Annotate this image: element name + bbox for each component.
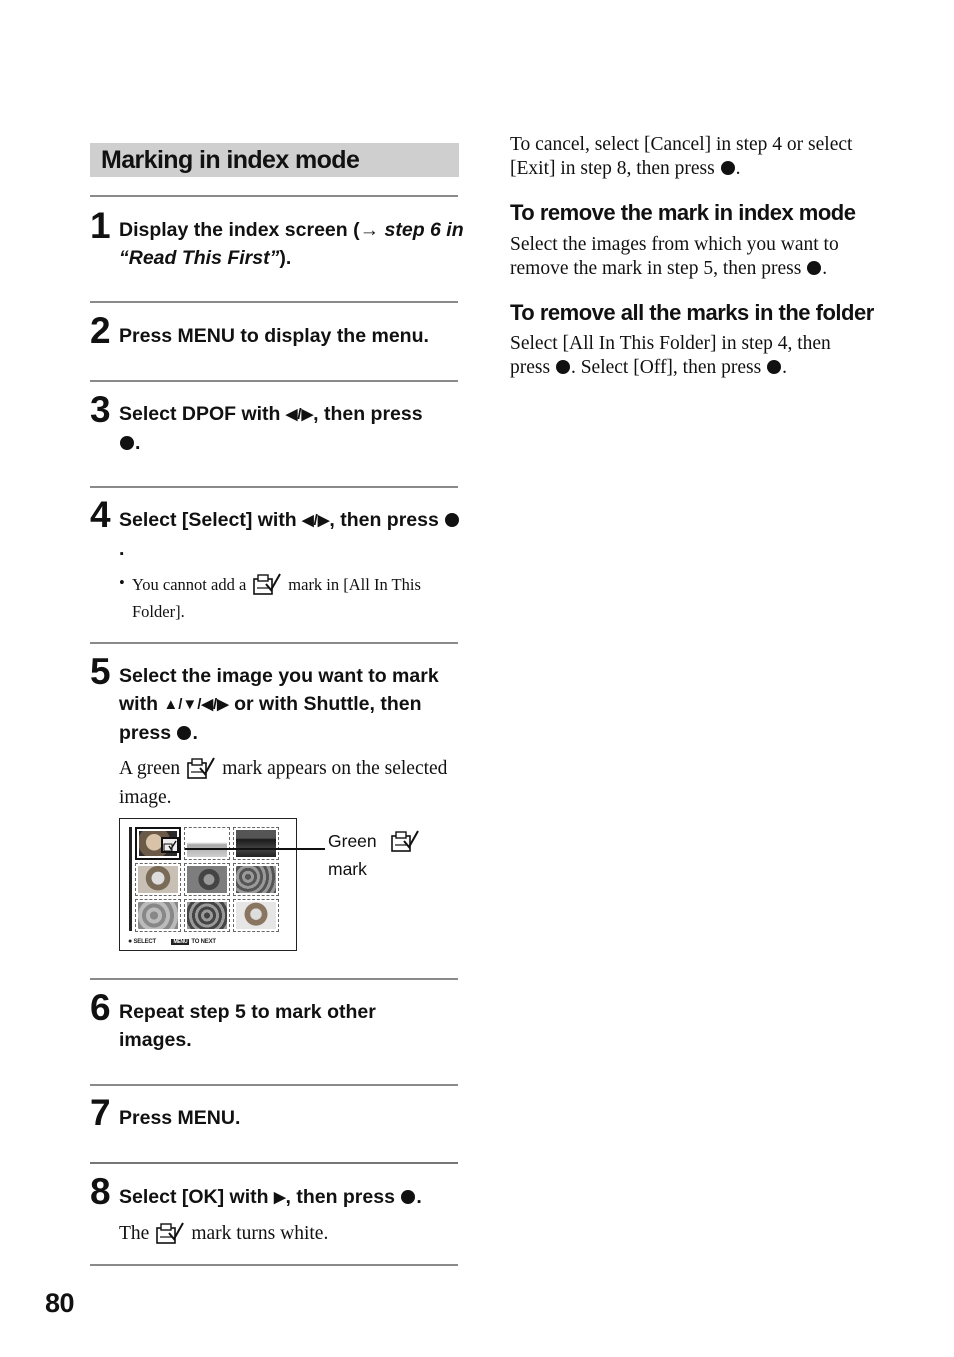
left-right-arrows-icon: ◀/▶	[285, 406, 314, 423]
heading-remove-mark: To remove the mark in index mode	[510, 200, 856, 225]
remove-all-paragraph: Select [All In This Folder] in step 4, then press . Select [Off], then press .	[510, 333, 831, 378]
step-4-text: Select [Select] with ◀/▶, then press .	[119, 506, 464, 563]
left-right-arrows-icon: ◀/▶	[302, 512, 330, 529]
right-arrow-icon: ▶	[273, 1189, 286, 1206]
step-3-text: Select DPOF with ◀/▶, then press .	[119, 403, 423, 454]
center-button-icon	[556, 360, 570, 374]
dpof-print-mark-icon	[155, 1221, 185, 1251]
center-button-icon	[807, 261, 821, 275]
divider	[90, 978, 458, 980]
thumbnail	[184, 863, 230, 896]
scrollbar	[129, 827, 132, 931]
center-button-icon	[401, 1190, 415, 1204]
screen-footer: ● SELECT MENU TO NEXT	[128, 938, 216, 945]
step-8-body: The mark turns white.	[119, 1221, 459, 1251]
callout-line	[185, 848, 325, 850]
callout-label: Green mark	[328, 829, 438, 880]
step-5-text: Select the image you want to mark with ▲/▼/◀/▶ or with Shuttle, then press .	[119, 665, 439, 744]
step-1-text: Display the index screen (→ step 6 in “Read This First”).	[119, 219, 464, 269]
dpof-print-mark-icon	[252, 572, 282, 601]
thumbnail-selected	[135, 827, 181, 860]
step-1-number: 1	[90, 205, 110, 246]
step-5-body: A green mark appears on the selected image.	[119, 758, 448, 808]
thumbnail	[233, 827, 279, 860]
step-8-number: 8	[90, 1171, 110, 1212]
center-button-icon	[120, 436, 134, 450]
four-way-arrows-icon: ▲/▼/◀/▶	[163, 696, 229, 713]
step-6-text: Repeat step 5 to mark other images.	[119, 1001, 376, 1051]
step-2-text: Press MENU to display the menu.	[119, 325, 429, 347]
divider	[90, 1162, 458, 1164]
step-5-number: 5	[90, 651, 110, 692]
thumbnail	[184, 827, 230, 860]
center-button-icon	[445, 513, 459, 527]
divider	[90, 1084, 458, 1086]
section-title-text: Marking in index mode	[101, 146, 360, 174]
divider	[90, 486, 458, 488]
cancel-paragraph: To cancel, select [Cancel] in step 4 or select [Exit] in step 8, then press .	[510, 134, 853, 179]
dpof-print-mark-icon	[390, 829, 420, 858]
thumbnail	[184, 899, 230, 932]
divider	[90, 301, 458, 303]
arrow-icon: →	[359, 219, 380, 241]
thumbnail	[233, 899, 279, 932]
thumbnail	[135, 899, 181, 932]
divider	[90, 380, 458, 382]
step-6-number: 6	[90, 987, 110, 1028]
step-4-number: 4	[90, 494, 110, 535]
step-1-reference: step 6 in “Read This First”	[119, 219, 464, 269]
step-7-number: 7	[90, 1092, 110, 1133]
divider	[90, 642, 458, 644]
divider	[90, 1264, 458, 1266]
center-button-icon	[177, 726, 191, 740]
green-print-mark-icon	[161, 837, 179, 853]
center-button-icon	[767, 360, 781, 374]
step-7-text: Press MENU.	[119, 1107, 241, 1129]
divider	[90, 195, 458, 197]
thumbnail	[233, 863, 279, 896]
page-number: 80	[45, 1288, 75, 1318]
step-2-number: 2	[90, 310, 110, 351]
step-8-text: Select [OK] with ▶, then press .	[119, 1186, 422, 1208]
step-3-number: 3	[90, 389, 110, 430]
thumbnail	[135, 863, 181, 896]
center-button-icon	[721, 161, 735, 175]
remove-mark-paragraph: Select the images from which you want to remove the mark in step 5, then press .	[510, 234, 839, 279]
index-screen-figure	[119, 818, 297, 951]
step-4-note: • You cannot add a mark in [All In This Folder].	[119, 573, 421, 621]
section-title	[90, 143, 459, 177]
dpof-print-mark-icon	[186, 756, 216, 786]
heading-remove-all-marks: To remove all the marks in the folder	[510, 300, 874, 325]
